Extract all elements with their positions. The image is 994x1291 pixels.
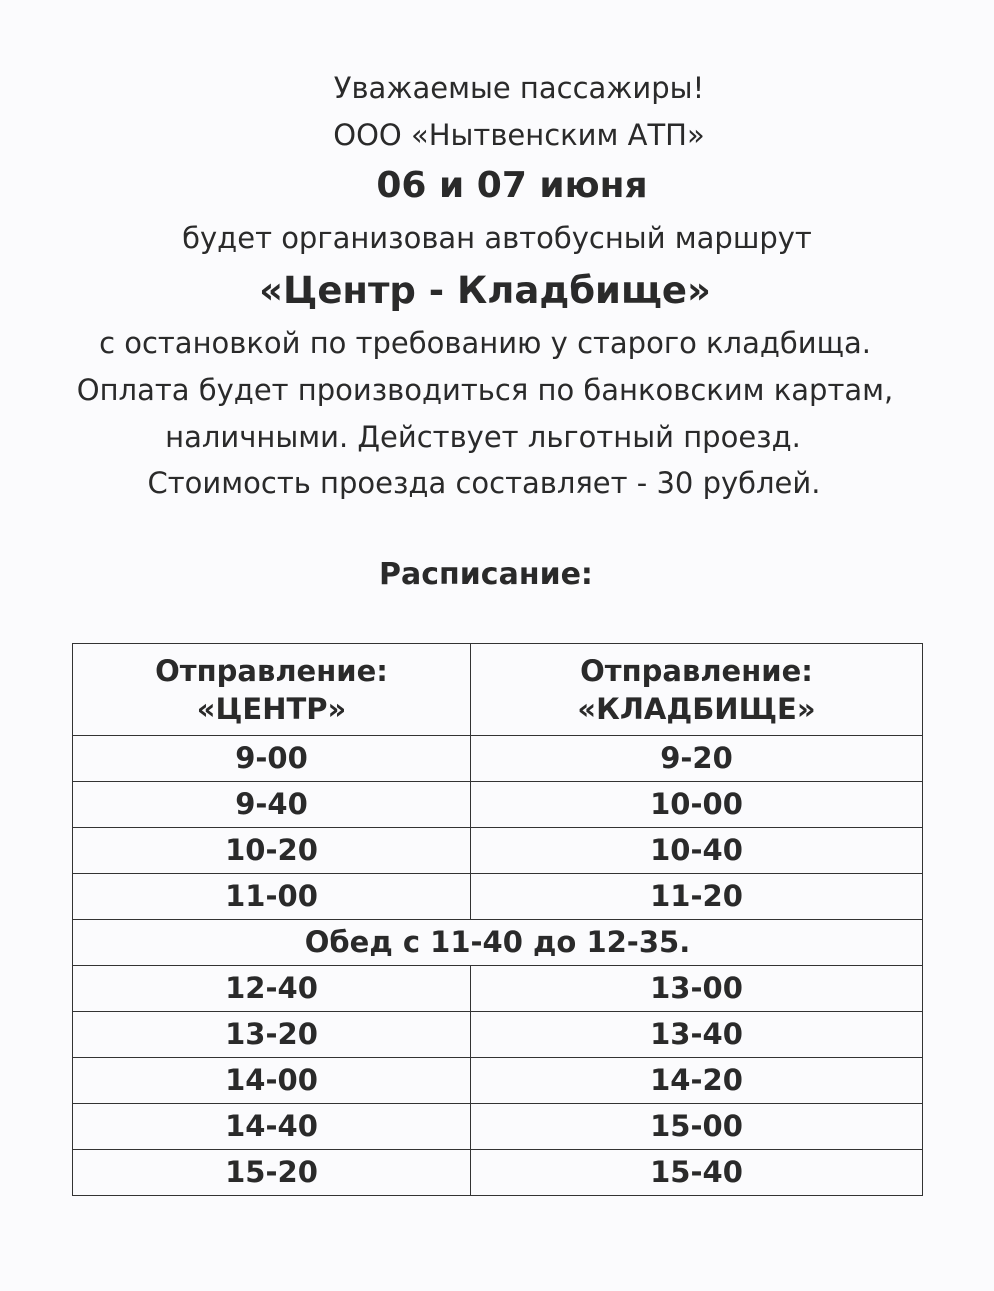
greeting: Уважаемые пассажиры! — [333, 71, 705, 105]
table-row — [73, 874, 923, 920]
center-time: 14-00 — [73, 1058, 471, 1104]
cemetery-time: 15-00 — [471, 1104, 923, 1150]
table-row — [73, 1104, 923, 1150]
cemetery-time: 15-40 — [471, 1150, 923, 1196]
cemetery-time: 13-00 — [471, 966, 923, 1012]
center-time: 15-20 — [73, 1150, 471, 1196]
schedule-table — [72, 643, 923, 1196]
dates: 06 и 07 июня — [376, 165, 648, 206]
table-row — [73, 966, 923, 1012]
price-info: Стоимость проезда составляет - 30 рублей. — [147, 466, 821, 500]
table-row — [73, 1058, 923, 1104]
header-center-line2: «ЦЕНТР» — [196, 691, 347, 726]
route-name: «Центр - Кладбище» — [259, 269, 711, 312]
break-row — [73, 920, 923, 966]
payment-info-line1: Оплата будет производиться по банковским картам, — [76, 373, 894, 407]
schedule-heading: Расписание: — [379, 557, 593, 592]
cemetery-time: 14-20 — [471, 1058, 923, 1104]
center-time: 10-20 — [73, 828, 471, 874]
stop-info: с остановкой по требованию у старого кладбища. — [99, 326, 871, 360]
center-time: 13-20 — [73, 1012, 471, 1058]
center-time: 14-40 — [73, 1104, 471, 1150]
cemetery-time: 10-40 — [471, 828, 923, 874]
center-time: 9-40 — [73, 782, 471, 828]
intro-text: будет организован автобусный маршрут — [182, 221, 812, 255]
table-row — [73, 782, 923, 828]
header-cemetery — [471, 644, 923, 736]
table-header-row — [73, 644, 923, 736]
table-row — [73, 736, 923, 782]
table-row — [73, 828, 923, 874]
cemetery-time: 9-20 — [471, 736, 923, 782]
table-row — [73, 1012, 923, 1058]
center-time: 11-00 — [73, 874, 471, 920]
lunch-break: Обед с 11-40 до 12-35. — [73, 920, 923, 966]
cemetery-time: 13-40 — [471, 1012, 923, 1058]
cemetery-time: 10-00 — [471, 782, 923, 828]
center-time: 9-00 — [73, 736, 471, 782]
cemetery-time: 11-20 — [471, 874, 923, 920]
header-center — [73, 644, 471, 736]
table-row — [73, 1150, 923, 1196]
header-center-line1: Отправление: — [155, 653, 388, 688]
center-time: 12-40 — [73, 966, 471, 1012]
header-cemetery-line2: «КЛАДБИЩЕ» — [577, 691, 816, 726]
header-cemetery-line1: Отправление: — [580, 653, 813, 688]
payment-info-line2: наличными. Действует льготный проезд. — [165, 420, 801, 454]
company-name: ООО «Нытвенским АТП» — [333, 118, 705, 152]
